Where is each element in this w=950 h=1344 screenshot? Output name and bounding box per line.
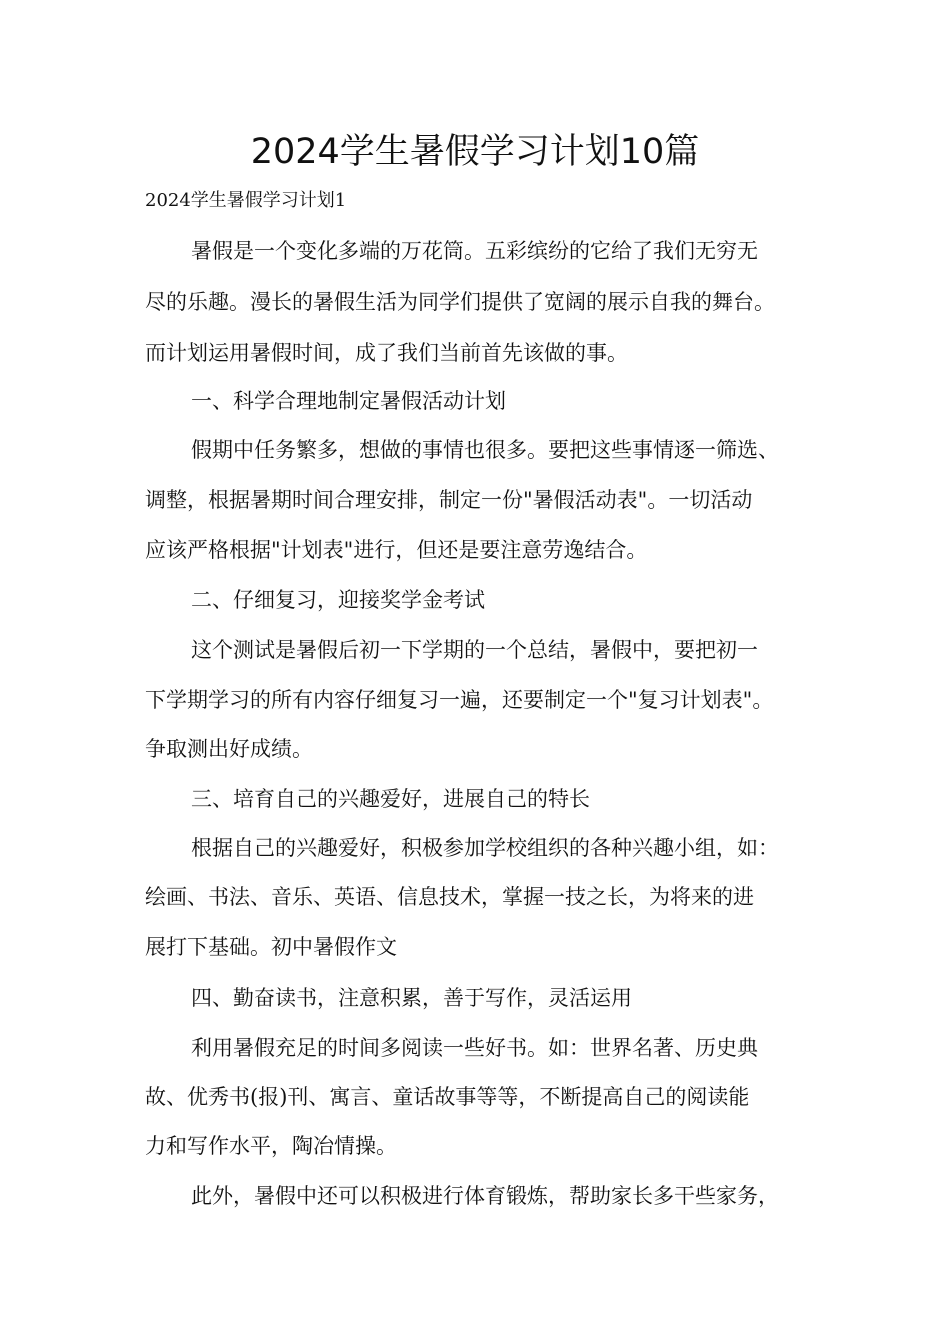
paragraph-line: 尽的乐趣。漫长的暑假生活为同学们提供了宽阔的展示自我的舞台。 [145,290,775,314]
paragraph-line: 假期中任务繁多，想做的事情也很多。要把这些事情逐一筛选、 [191,438,779,462]
paragraph-line: 暑假是一个变化多端的万花筒。五彩缤纷的它给了我们无穷无 [191,239,758,263]
paragraph-line: 这个测试是暑假后初一下学期的一个总结，暑假中，要把初一 [191,638,758,662]
paragraph-line: 故、优秀书(报)刊、寓言、童话故事等等，不断提高自己的阅读能 [145,1085,750,1109]
section-heading: 三、培育自己的兴趣爱好，进展自己的特长 [191,787,590,811]
section-heading: 一、科学合理地制定暑假活动计划 [191,389,506,413]
paragraph-line: 根据自己的兴趣爱好，积极参加学校组织的各种兴趣小组，如： [191,836,779,860]
section-heading: 二、仔细复习，迎接奖学金考试 [191,588,485,612]
paragraph-line: 应该严格根据"计划表"进行，但还是要注意劳逸结合。 [145,538,648,562]
paragraph-line: 此外，暑假中还可以积极进行体育锻炼，帮助家长多干些家务， [191,1184,779,1208]
paragraph-line: 绘画、书法、音乐、英语、信息技术，掌握一技之长，为将来的进 [145,885,754,909]
paragraph-line: 展打下基础。初中暑假作文 [145,935,397,959]
document-subtitle: 2024学生暑假学习计划1 [145,190,347,211]
paragraph-line: 力和写作水平，陶冶情操。 [145,1134,397,1158]
paragraph-line: 争取测出好成绩。 [145,737,313,761]
paragraph-line: 下学期学习的所有内容仔细复习一遍，还要制定一个"复习计划表"。 [145,688,774,712]
paragraph-line: 利用暑假充足的时间多阅读一些好书。如：世界名著、历史典 [191,1036,758,1060]
section-heading: 四、勤奋读书，注意积累，善于写作，灵活运用 [191,986,632,1010]
document-title: 2024学生暑假学习计划10篇 [250,132,700,172]
paragraph-line: 而计划运用暑假时间，成了我们当前首先该做的事。 [145,341,628,365]
paragraph-line: 调整，根据暑期时间合理安排，制定一份"暑假活动表"。一切活动 [145,488,753,512]
